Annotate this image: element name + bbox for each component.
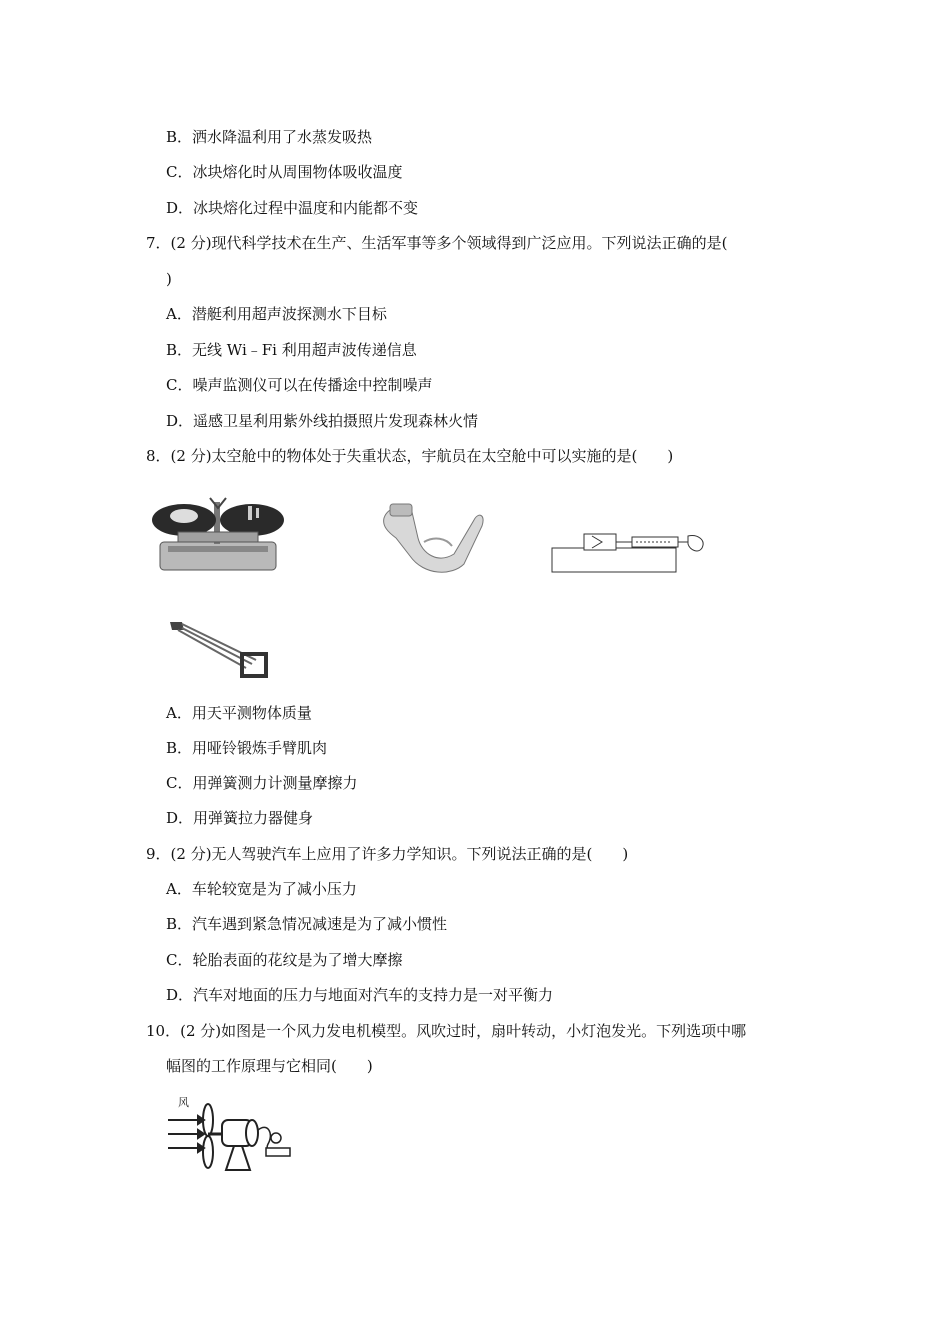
- q9-stem: 9．(2 分)无人驾驶汽车上应用了许多力学知识。下列说法正确的是( ): [146, 845, 629, 863]
- spring-expander-image: [166, 618, 270, 682]
- wind-generator-image: [164, 1094, 298, 1174]
- balance-scale-image: [148, 492, 288, 574]
- q7-stem: 7．(2 分)现代科学技术在生产、生活军事等多个领域得到广泛应用。下列说法正确的是(: [146, 234, 728, 252]
- q9-option-c: C．轮胎表面的花纹是为了增大摩擦: [166, 951, 403, 969]
- q9-option-b: B．汽车遇到紧急情况减速是为了减小惯性: [166, 915, 448, 933]
- q8-option-a: A．用天平测物体质量: [166, 704, 312, 722]
- q7-option-b: B．无线 Wi﹣Fi 利用超声波传递信息: [166, 341, 417, 359]
- q8-option-d: D．用弹簧拉力器健身: [166, 809, 314, 827]
- q6-option-c: C．冰块熔化时从周围物体吸收温度: [166, 163, 403, 181]
- q8-stem: 8．(2 分)太空舱中的物体处于失重状态，宇航员在太空舱中可以实施的是( ): [146, 447, 674, 465]
- q6-option-d: D．冰块熔化过程中温度和内能都不变: [166, 199, 419, 217]
- q9-option-d: D．汽车对地面的压力与地面对汽车的支持力是一对平衡力: [166, 986, 554, 1004]
- spring-scale-friction-image: [548, 530, 710, 576]
- dumbbell-arm-image: [378, 498, 488, 576]
- q8-option-c: C．用弹簧测力计测量摩擦力: [166, 774, 358, 792]
- q10-stem: 10．(2 分)如图是一个风力发电机模型。风吹过时，扇叶转动，小灯泡发光。下列选项中哪: [146, 1022, 747, 1040]
- q7-option-a: A．潜艇利用超声波探测水下目标: [166, 305, 387, 323]
- q7-option-c: C．噪声监测仪可以在传播途中控制噪声: [166, 376, 433, 394]
- q7-stem-continued: ): [166, 270, 172, 288]
- q6-option-b: B．洒水降温利用了水蒸发吸热: [166, 128, 373, 146]
- q8-option-b: B．用哑铃锻炼手臂肌肉: [166, 739, 328, 757]
- q7-option-d: D．遥感卫星利用紫外线拍摄照片发现森林火情: [166, 412, 479, 430]
- wind-label: 风: [178, 1096, 189, 1109]
- q10-stem-continued: 幅图的工作原理与它相同( ): [166, 1057, 373, 1075]
- q9-option-a: A．车轮较宽是为了减小压力: [166, 880, 357, 898]
